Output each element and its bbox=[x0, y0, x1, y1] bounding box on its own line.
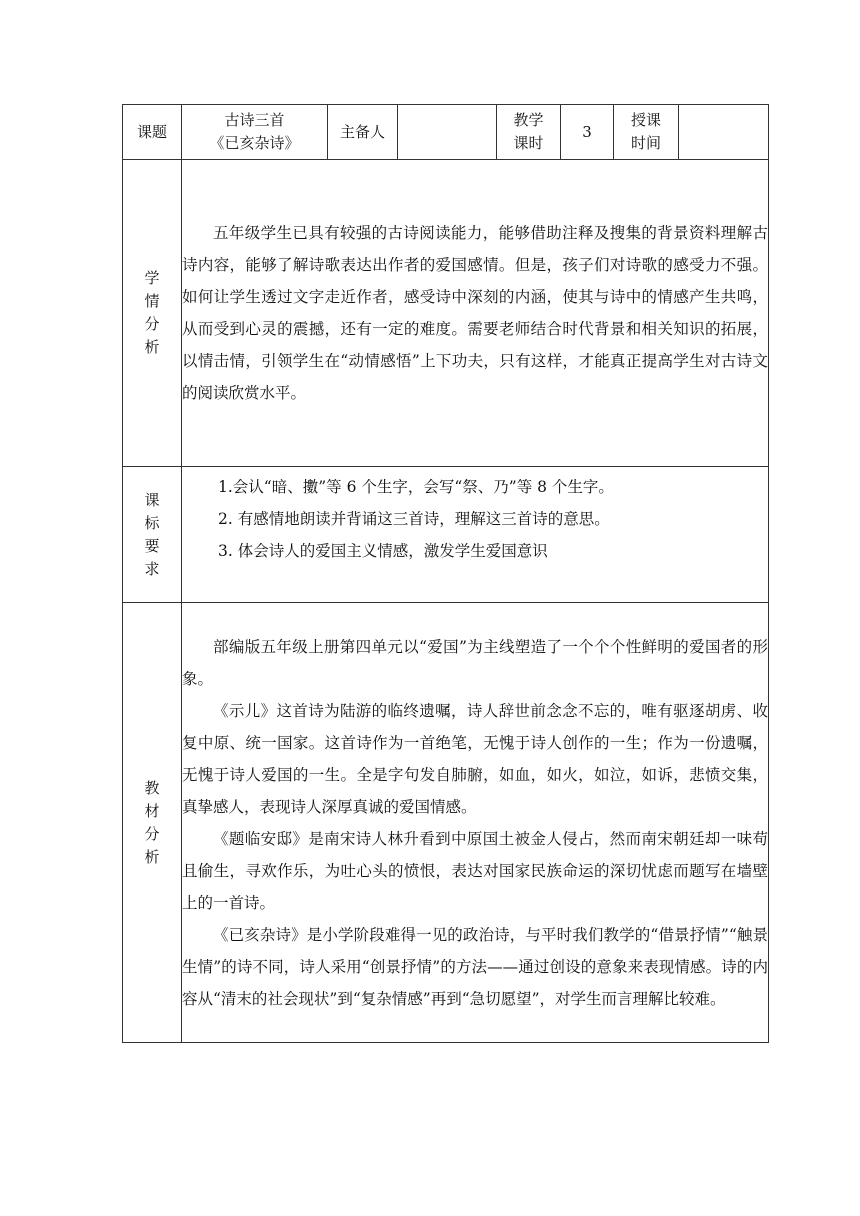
curriculum-row bbox=[123, 467, 769, 603]
material-analysis-label bbox=[123, 603, 182, 1043]
label-char: 要 bbox=[144, 536, 160, 555]
course-title-line1: 古诗三首 bbox=[224, 111, 285, 129]
preparer-value bbox=[398, 105, 497, 160]
label-char: 教 bbox=[144, 778, 160, 797]
student-analysis-label bbox=[123, 160, 182, 467]
material-paragraph: 部编版五年级上册第四单元以“爱国”为主线塑造了一个个个性鲜明的爱国者的形象。 bbox=[182, 637, 768, 688]
curriculum-item: 1.会认“暗、擻”等 6 个生字，会写“祭、乃”等 8 个生字。 bbox=[218, 478, 614, 496]
time-label-line2: 时间 bbox=[630, 134, 661, 152]
curriculum-content bbox=[182, 467, 769, 603]
label-char: 求 bbox=[144, 559, 160, 578]
time-label bbox=[614, 105, 679, 160]
label-char: 析 bbox=[144, 847, 160, 866]
student-analysis-text: 五年级学生已具有较强的古诗阅读能力，能够借助注释及搜集的背景资料理解古诗内容，能够了解诗歌表达出作者的爱国感情。但是，孩子们对诗歌的感受力不强。如何让学生透过文字走近作者，感受诗中深刻的内涵，使其与诗中的情感产生共鸣，从而受到心灵的震撼，还有一定的难度。需要老师结合时代背景和相关知识的拓展，以情击情，引领学生在“动情感悟”上下功夫，只有这样，才能真正提高学生对古诗文的阅读欣赏水平。 bbox=[182, 224, 768, 402]
lesson-plan-table bbox=[122, 104, 769, 1043]
course-label: 课题 bbox=[123, 105, 182, 160]
curriculum-label bbox=[123, 467, 182, 603]
time-value bbox=[679, 105, 769, 160]
header-row bbox=[123, 105, 769, 160]
course-title bbox=[182, 105, 328, 160]
label-char: 析 bbox=[144, 338, 160, 356]
hours-label bbox=[497, 105, 561, 160]
label-char: 学 bbox=[144, 269, 160, 287]
student-analysis-content bbox=[182, 160, 769, 467]
material-paragraph: 《题临安邸》是南宋诗人林升看到中原国土被金人侵占，然而南宋朝廷却一味苟且偷生，寻欢作乐，为吐心头的愤恨，表达对国家民族命运的深切忧虑而题写在墙壁上的一首诗。 bbox=[182, 829, 768, 912]
hours-label-line1: 教学 bbox=[513, 111, 544, 129]
material-analysis-row bbox=[123, 603, 769, 1043]
label-char: 分 bbox=[144, 824, 160, 843]
time-label-line1: 授课 bbox=[630, 111, 661, 129]
curriculum-item: 3. 体会诗人的爱国主义情感，激发学生爱国意识 bbox=[218, 542, 548, 560]
course-title-line2: 《已亥杂诗》 bbox=[209, 134, 300, 152]
label-char: 标 bbox=[144, 513, 160, 532]
label-char: 材 bbox=[144, 801, 160, 820]
hours-label-line2: 课时 bbox=[513, 134, 544, 152]
material-analysis-content bbox=[182, 603, 769, 1043]
label-char: 分 bbox=[144, 315, 160, 333]
preparer-label: 主备人 bbox=[328, 105, 398, 160]
student-analysis-row bbox=[123, 160, 769, 467]
hours-value: 3 bbox=[561, 105, 614, 160]
material-paragraph: 《已亥杂诗》是小学阶段难得一见的政治诗，与平时我们教学的“借景抒情”“触景生情”的诗不同，诗人采用“创景抒情”的方法——通过创设的意象来表现情感。诗的内容从“清末的社会现状”到“复杂情感”再到“急切愿望”，对学生而言理解比较难。 bbox=[182, 925, 768, 1008]
label-char: 课 bbox=[144, 490, 160, 509]
curriculum-item: 2. 有感情地朗读并背诵这三首诗，理解这三首诗的意思。 bbox=[218, 510, 610, 528]
label-char: 情 bbox=[144, 292, 160, 310]
material-paragraph: 《示儿》这首诗为陆游的临终遗嘱，诗人辞世前念念不忘的，唯有驱逐胡虏、收复中原、统一国家。这首诗作为一首绝笔，无愧于诗人创作的一生；作为一份遗嘱，无愧于诗人爱国的一生。全是字句发自肺腑，如血，如火，如泣，如诉，悲愤交集，真挚感人，表现诗人深厚真诚的爱国情感。 bbox=[182, 701, 768, 816]
